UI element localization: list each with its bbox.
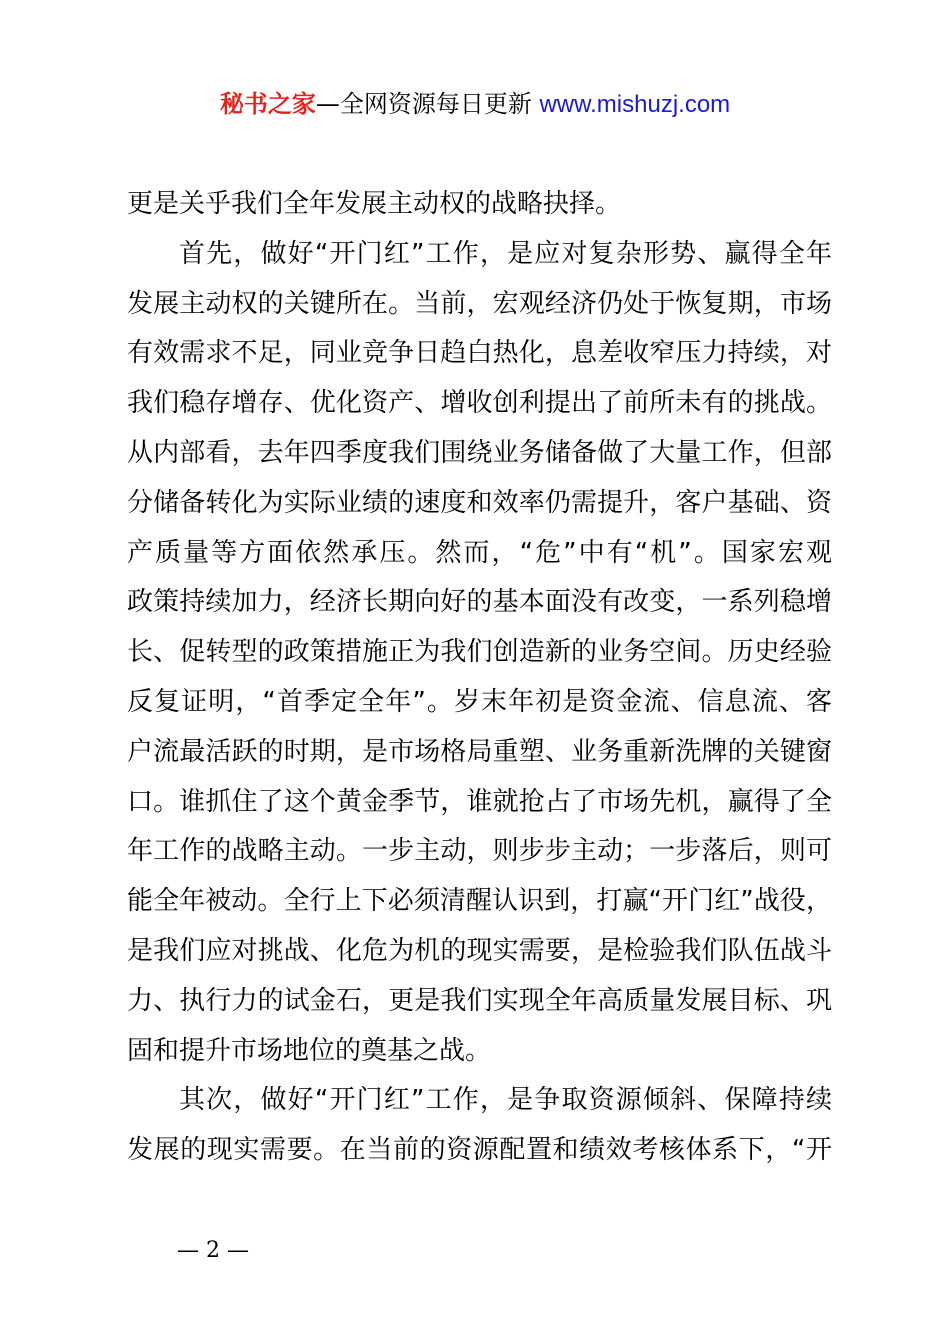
text-line: 户流最活跃的时期，是市场格局重塑、业务重新洗牌的关键窗: [127, 736, 832, 767]
text-line: 口。谁抓住了这个黄金季节，谁就抢占了市场先机，赢得了全: [127, 786, 832, 817]
text-line: 长、促转型的政策措施正为我们创造新的业务空间。历史经验: [127, 637, 832, 668]
text-line: 有效需求不足，同业竞争日趋白热化，息差收窄压力持续，对: [127, 338, 832, 369]
text-line: 反复证明，“首季定全年”。岁末年初是资金流、信息流、客: [127, 686, 832, 717]
text-line: 分储备转化为实际业绩的速度和效率仍需提升，客户基础、资: [127, 487, 832, 518]
header-tagline: —全网资源每日更新: [315, 90, 540, 118]
paragraph-start-line: 首先，做好“开门红”工作，是应对复杂形势、赢得全年: [179, 238, 832, 269]
text-line: 发展的现实需要。在当前的资源配置和绩效考核体系下，“开: [127, 1135, 832, 1166]
text-line: 力、执行力的试金石，更是我们实现全年高质量发展目标、巩: [127, 985, 832, 1016]
site-url[interactable]: www.mishuzj.com: [539, 91, 731, 118]
text-line: 发展主动权的关键所在。当前，宏观经济仍处于恢复期，市场: [127, 288, 832, 319]
text-line: 我们稳存增存、优化资产、增收创利提出了前所未有的挑战。: [127, 388, 832, 419]
text-line: 是我们应对挑战、化危为机的现实需要，是检验我们队伍战斗: [127, 935, 832, 966]
brand-name: 秘书之家: [219, 90, 316, 118]
text-line: 政策持续加力，经济长期向好的基本面没有改变，一系列稳增: [127, 587, 832, 618]
paragraph-start-line: 其次，做好“开门红”工作，是争取资源倾斜、保障持续: [179, 1085, 832, 1116]
text-line: 产质量等方面依然承压。然而，“危”中有“机”。国家宏观: [127, 537, 832, 568]
text-line: 能全年被动。全行上下必须清醒认识到，打赢“开门红”战役，: [127, 886, 832, 917]
text-line: 更是关乎我们全年发展主动权的战略抉择。: [127, 189, 622, 219]
site-header: [0, 86, 950, 123]
text-line: 从内部看，去年四季度我们围绕业务储备做了大量工作，但部: [127, 437, 832, 468]
document-body: [127, 180, 832, 1176]
page-number: — 2 —: [177, 1238, 249, 1263]
text-line: 年工作的战略主动。一步主动，则步步主动；一步落后，则可: [127, 836, 832, 867]
text-line: 固和提升市场地位的奠基之战。: [127, 1035, 492, 1066]
